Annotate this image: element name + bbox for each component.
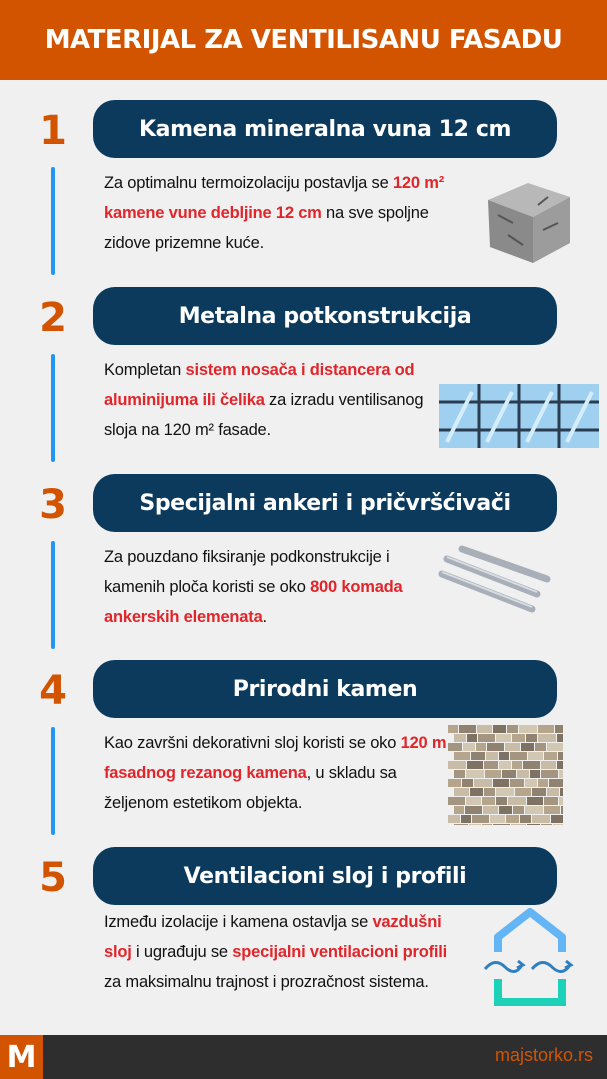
wall-stone bbox=[538, 779, 548, 787]
page-title: MATERIJAL ZA VENTILISANU FASADU bbox=[0, 0, 607, 80]
section-heading: Prirodni kamen bbox=[93, 660, 557, 718]
wall-stone bbox=[490, 815, 505, 823]
wall-stone bbox=[476, 743, 486, 751]
wall-stone bbox=[448, 725, 458, 733]
wall-stone bbox=[477, 725, 492, 733]
wall-stone bbox=[512, 761, 522, 769]
highlight-text: specijalni ventilacioni profili bbox=[232, 943, 448, 961]
wall-stone bbox=[496, 734, 511, 742]
step-number: 1 bbox=[39, 108, 67, 154]
wall-stone bbox=[499, 761, 511, 769]
timeline-bar bbox=[51, 354, 55, 462]
body-text: Za pouzdano fiksiranje podkonstrukcije i kamenih ploča koristi se oko bbox=[104, 548, 390, 596]
wall-stone bbox=[544, 752, 557, 760]
section-4 bbox=[0, 660, 607, 847]
wall-stone bbox=[547, 788, 559, 796]
wall-stone bbox=[551, 815, 563, 823]
wall-stone bbox=[525, 806, 543, 814]
wall-stone bbox=[467, 734, 477, 742]
wall-stone bbox=[474, 779, 492, 787]
wall-stone bbox=[547, 743, 563, 751]
body-text: . bbox=[262, 608, 267, 626]
wall-stone bbox=[508, 797, 526, 805]
wall-stone bbox=[557, 734, 563, 742]
wall-stone bbox=[538, 725, 554, 733]
step-number: 2 bbox=[39, 295, 67, 341]
wall-stone bbox=[478, 734, 495, 742]
wall-stone bbox=[538, 734, 556, 742]
body-text: za maksimalnu trajnost i prozračnost sistema. bbox=[104, 973, 429, 991]
wall-stone bbox=[461, 815, 471, 823]
wall-stone bbox=[486, 752, 498, 760]
wall-stone bbox=[454, 824, 468, 825]
wall-stone bbox=[528, 752, 543, 760]
highlight-text: sistem nosača i distancera od aluminijuma ili čelika bbox=[104, 361, 415, 409]
wall-stone bbox=[493, 779, 509, 787]
wall-stone bbox=[558, 752, 563, 760]
wall-stone bbox=[470, 788, 483, 796]
wall-stone bbox=[466, 770, 484, 778]
wall-stone bbox=[448, 761, 466, 769]
wall-stone bbox=[561, 806, 563, 814]
wall-stone bbox=[454, 806, 464, 814]
highlight-text: 120 m fasadnog rezanog kamena bbox=[104, 734, 447, 782]
wall-stone bbox=[454, 770, 465, 778]
wall-stone bbox=[471, 752, 485, 760]
glass-facade-icon bbox=[437, 382, 602, 456]
wall-stone bbox=[483, 806, 498, 814]
section-description bbox=[104, 355, 454, 445]
section-1 bbox=[0, 100, 607, 287]
wall-stone bbox=[505, 743, 520, 751]
wall-stone bbox=[448, 779, 461, 787]
wall-stone bbox=[520, 815, 531, 823]
wall-stone bbox=[532, 788, 546, 796]
section-description bbox=[104, 542, 454, 632]
step-number: 4 bbox=[39, 668, 67, 714]
wall-stone bbox=[559, 770, 563, 778]
section-description bbox=[104, 728, 454, 818]
body-text: na sve spoljne zidove prizemne kuće. bbox=[104, 204, 429, 252]
wall-stone bbox=[448, 743, 462, 751]
wall-stone bbox=[496, 788, 514, 796]
wall-stone bbox=[499, 752, 509, 760]
body-text: Između izolacije i kamena ostavlja se bbox=[104, 913, 373, 931]
wall-stone bbox=[560, 788, 563, 796]
wall-stone bbox=[484, 761, 498, 769]
stone-wall-icon bbox=[448, 725, 563, 829]
highlight-text: vazdušni sloj bbox=[104, 913, 442, 961]
wall-stone bbox=[463, 743, 475, 751]
wall-stone bbox=[454, 788, 469, 796]
section-description bbox=[104, 168, 454, 258]
wall-stone bbox=[496, 797, 507, 805]
wall-stone bbox=[532, 815, 550, 823]
wall-stone bbox=[487, 743, 504, 751]
section-description bbox=[104, 907, 454, 997]
wall-stone bbox=[454, 734, 466, 742]
wall-stone bbox=[544, 797, 558, 805]
wall-stone bbox=[502, 770, 516, 778]
wall-stone bbox=[448, 815, 460, 823]
section-heading: Metalna potkonstrukcija bbox=[93, 287, 557, 345]
wall-stone bbox=[526, 734, 537, 742]
stone-cube-icon bbox=[478, 175, 578, 269]
section-5 bbox=[0, 847, 607, 1034]
wall-stone bbox=[485, 770, 501, 778]
site-link[interactable]: majstorko.rs bbox=[494, 1045, 593, 1065]
timeline-bar bbox=[51, 167, 55, 275]
house-ventilation-icon bbox=[480, 907, 580, 1011]
footer bbox=[0, 1035, 607, 1079]
section-heading: Ventilacioni sloj i profili bbox=[93, 847, 557, 905]
wall-stone bbox=[517, 770, 529, 778]
wall-stone bbox=[469, 824, 481, 825]
wall-stone bbox=[465, 806, 482, 814]
wall-stone bbox=[521, 743, 534, 751]
wall-stone bbox=[462, 779, 473, 787]
highlight-text: 800 komada ankerskih elemenata bbox=[104, 578, 403, 626]
wall-stone bbox=[466, 797, 481, 805]
wall-stone bbox=[482, 797, 495, 805]
wall-stone bbox=[459, 725, 476, 733]
body-text: za izradu ventilisanog sloja na 120 m² fasade. bbox=[104, 391, 424, 439]
wall-stone bbox=[549, 779, 563, 787]
wall-stone bbox=[507, 725, 518, 733]
wall-stone bbox=[541, 824, 552, 825]
wall-stone bbox=[559, 797, 563, 805]
wall-stone bbox=[493, 725, 506, 733]
wall-stone bbox=[510, 779, 524, 787]
wall-stone bbox=[555, 725, 563, 733]
wall-stone bbox=[535, 743, 546, 751]
timeline-bar bbox=[51, 727, 55, 835]
wall-stone bbox=[499, 806, 512, 814]
section-heading: Specijalni ankeri i pričvršćivači bbox=[93, 474, 557, 532]
wall-stone bbox=[527, 824, 540, 825]
wall-stone bbox=[515, 788, 531, 796]
body-text: , u skladu sa željenom estetikom objekta. bbox=[104, 764, 397, 812]
wall-stone bbox=[512, 734, 525, 742]
section-2 bbox=[0, 287, 607, 474]
step-number: 3 bbox=[39, 482, 67, 528]
wall-stone bbox=[511, 824, 526, 825]
anchor-bolts-icon bbox=[437, 539, 552, 623]
wall-stone bbox=[506, 815, 519, 823]
highlight-text: 120 m² kamene vune debljine 12 cm bbox=[104, 174, 445, 222]
wall-stone bbox=[541, 770, 558, 778]
wall-stone bbox=[544, 806, 560, 814]
body-text: Kompletan bbox=[104, 361, 186, 379]
section-3 bbox=[0, 474, 607, 661]
wall-stone bbox=[523, 761, 540, 769]
wall-stone bbox=[467, 761, 483, 769]
section-heading: Kamena mineralna vuna 12 cm bbox=[93, 100, 557, 158]
wall-stone bbox=[530, 770, 540, 778]
timeline-bar bbox=[51, 541, 55, 649]
wall-stone bbox=[557, 761, 563, 769]
wall-stone bbox=[448, 797, 465, 805]
wall-stone bbox=[527, 797, 543, 805]
logo: M bbox=[0, 1035, 43, 1079]
wall-stone bbox=[454, 752, 470, 760]
wall-stone bbox=[510, 752, 527, 760]
wall-stone bbox=[493, 824, 510, 825]
wall-stone bbox=[541, 761, 556, 769]
wall-stone bbox=[482, 824, 492, 825]
step-number: 5 bbox=[39, 855, 67, 901]
wall-stone bbox=[513, 806, 524, 814]
wall-stone bbox=[553, 824, 563, 825]
wall-stone bbox=[519, 725, 537, 733]
body-text: Kao završni dekorativni sloj koristi se oko bbox=[104, 734, 401, 752]
wall-stone bbox=[472, 815, 489, 823]
body-text: Za optimalnu termoizolaciju postavlja se bbox=[104, 174, 393, 192]
body-text: i ugrađuju se bbox=[131, 943, 233, 961]
wall-stone bbox=[525, 779, 537, 787]
wall-stone bbox=[484, 788, 495, 796]
